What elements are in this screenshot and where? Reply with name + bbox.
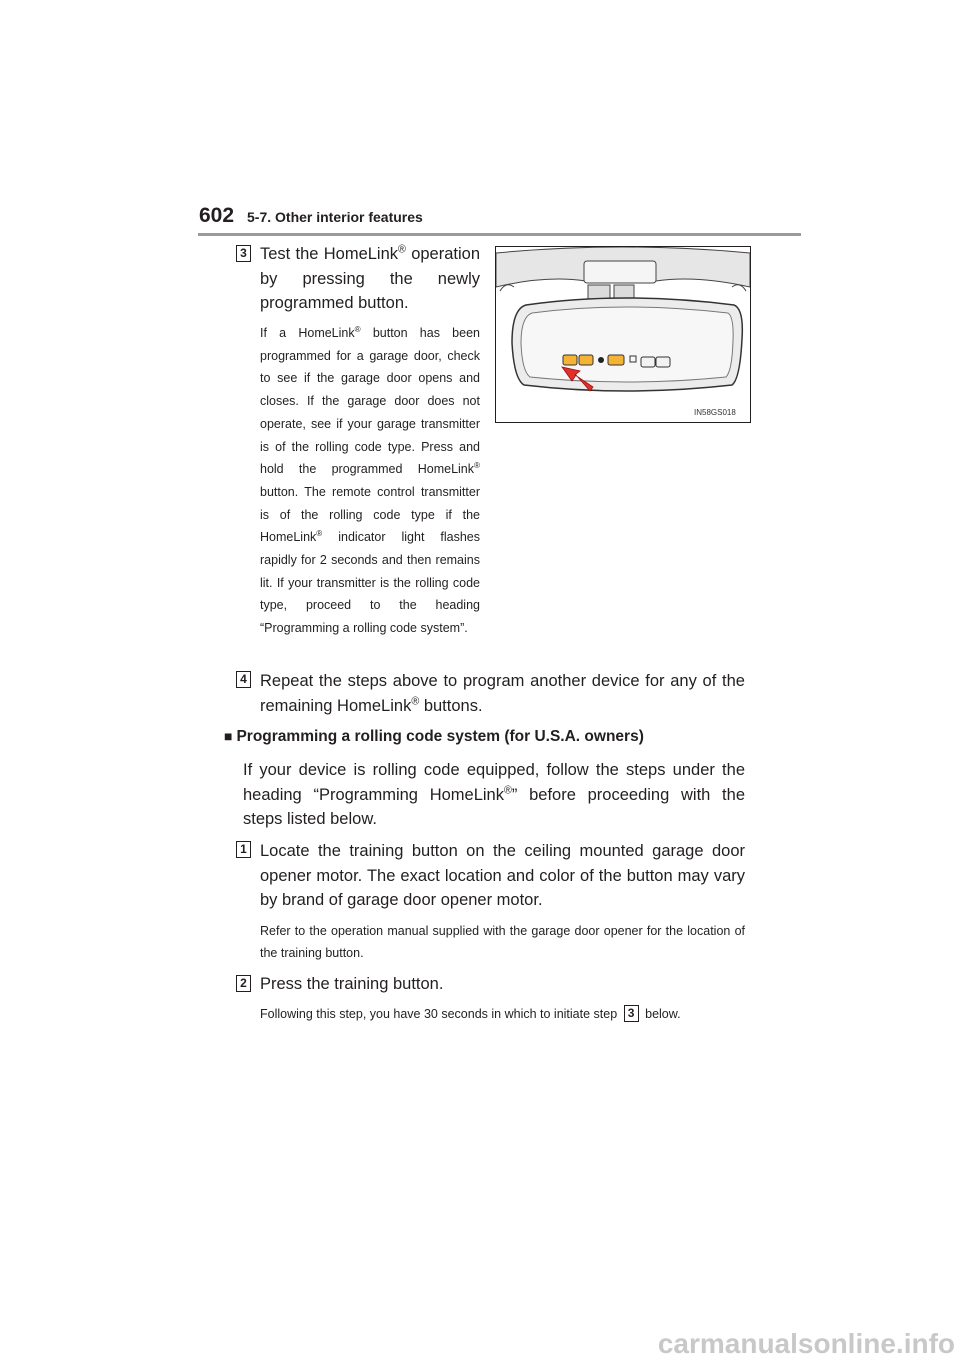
compass-button	[656, 357, 670, 367]
homelink-button-3	[608, 355, 624, 365]
step-4-badge: 4	[236, 671, 251, 688]
console-panel	[584, 261, 656, 283]
illustration-code: IN58GS018	[694, 408, 736, 417]
homelink-indicator-light	[598, 357, 604, 363]
mirror-drawing	[496, 247, 750, 422]
step-3-title: Test the HomeLink® operation by pressing the newly programmed button.	[260, 243, 480, 312]
auto-dimming-button	[641, 357, 655, 367]
watermark-text: carmanualsonline.info	[657, 1328, 955, 1358]
step-3-reference-badge: 3	[624, 1005, 639, 1022]
section-title: 5-7. Other interior features	[247, 209, 423, 225]
step-1-note: Refer to the operation manual supplied with the garage door opener for the location of the training button.	[260, 924, 745, 960]
step-3-badge: 3	[236, 245, 251, 262]
step-3-note: If a HomeLink® button has been programmed for a garage door, check to see if the garage door opens and closes. If the garage door does not operate, see if your garage transmitter is of the rolling code type. Press and hold the programmed HomeLink® button. The remote control transmitter is of the rolling code type if the HomeLink® indicator light flashes rapidly for 2 seconds and then remains lit. If your transmitter is the rolling code type, proceed to the heading “Programming a rolling code system”.	[260, 324, 480, 636]
rolling-code-heading: ■ Programming a rolling code system (for U.S.A. owners)	[224, 728, 644, 745]
homelink-button-1	[563, 355, 577, 365]
step-4-text: Repeat the steps above to program another device for any of the remaining HomeLink® buttons.	[260, 672, 745, 715]
homelink-mirror-illustration	[495, 246, 751, 423]
step-1-badge: 1	[236, 841, 251, 858]
step-2-badge: 2	[236, 975, 251, 992]
step-2-text: Press the training button.	[260, 975, 444, 993]
step-2-note: Following this step, you have 30 seconds in which to initiate step 3 below.	[260, 1006, 681, 1021]
rolling-code-intro: If your device is rolling code equipped, follow the steps under the heading “Programming HomeLink®” before proceeding with the steps listed below.	[243, 761, 745, 828]
step-1-text: Locate the training button on the ceiling mounted garage door opener motor. The exact location and color of the button may vary by brand of garage door opener motor.	[260, 842, 745, 909]
header-rule	[198, 233, 801, 236]
page-number: 602	[199, 204, 235, 227]
homelink-button-2	[579, 355, 593, 365]
square-bullet-icon: ■	[224, 728, 233, 744]
footer-watermark	[0, 1326, 960, 1358]
